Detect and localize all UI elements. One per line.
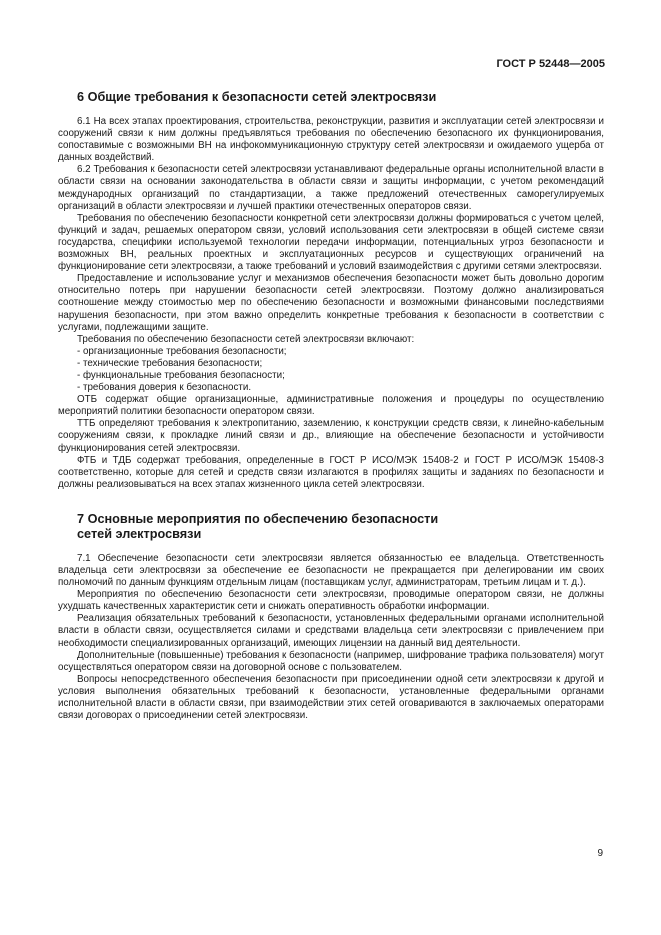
section-7-title <box>58 512 604 542</box>
standard-id: ГОСТ Р 52448—2005 <box>496 58 605 70</box>
section-7-title-line2: сетей электросвязи <box>77 526 202 541</box>
page-number: 9 <box>597 848 603 859</box>
list-item: - требования доверия к безопасности. <box>77 382 252 394</box>
paragraph-6-2: 6.2 Требования к безопасности сетей электросвязи устанавливают федеральные органы исполнительной власти в области связи на основании законодательства в области связи и защиты информации, с учетом рекомендаций международных организаций по стандартизации, а также предложений отечественных саморегулируемых организаций в области электросвязи и лучшей практики отечественных операторов связи. <box>58 164 604 212</box>
list-item: - технические требования безопасности; <box>77 357 263 369</box>
paragraph-7-1: 7.1 Обеспечение безопасности сети электросвязи является обязанностью ее владельца. Ответственность владельца сети электросвязи за обеспечение ее безопасности не прекращается при делегировании им своих полномочий по данным функциям отдельным лицам (поставщикам услуг, администраторам, третьим лицам и т. д.). <box>58 552 604 589</box>
paragraph: ФТБ и ТДБ содержат требования, определенные в ГОСТ Р ИСО/МЭК 15408-2 и ГОСТ Р ИСО/МЭК 15408-3 соответственно, которые для сетей и средств связи излагаются в профилях защиты и заданиях по безопасности и должны реализовываться на всех этапах жизненного цикла сетей электросвязи. <box>58 454 604 490</box>
paragraph: Вопросы непосредственного обеспечения безопасности при присоединении одной сети электросвязи к другой и условия выполнения обязательных требований к безопасности, установленные федеральными органами исполнительной власти в области связи, при взаимодействии этих сетей оговариваются в заключаемых операторами связи договорах о присоединении сетей электросвязи. <box>58 673 604 722</box>
paragraph: ТТБ определяют требования к электропитанию, заземлению, к конструкции средств связи, к линейно-кабельным сооружениям связи, к прокладке линий связи и др., влияющие на обеспечение безопасности и устойчивости функционирования сетей электросвязи. <box>58 418 604 454</box>
paragraph: Реализация обязательных требований к безопасности, установленных федеральными органами исполнительной власти в области связи, осуществляется силами и средствами владельца сети электросвязи с привлечением при необходимости специализированных организаций, имеющих лицензии на данный вид деятельности. <box>58 613 604 649</box>
section-6-title: 6 Общие требования к безопасности сетей электросвязи <box>77 90 437 104</box>
paragraph: Дополнительные (повышенные) требования к безопасности (например, шифрование трафика пользователя) могут осуществляться оператором связи на договорной основе с пользователем. <box>58 649 604 673</box>
paragraph: Требования по обеспечению безопасности сетей электросвязи включают: <box>77 333 415 345</box>
paragraph: Мероприятия по обеспечению безопасности сети электросвязи, проводимые оператором связи, не должны ухудшать качественных характеристик сети и снижать оперативность обработки информации. <box>58 589 604 613</box>
paragraph: Предоставление и использование услуг и механизмов обеспечения безопасности может быть довольно дорогим относительно потерь при нарушении безопасности сетей электросвязи. Поэтому должно анализироваться соотношение между стоимостью мер по обеспечению безопасности и возможными финансовыми последствиями нарушения безопасности, при этом важно определить конкретные требования к безопасности в соответствии с услугами, подлежащими защите. <box>58 273 604 333</box>
list-item: - функциональные требования безопасности; <box>77 369 285 381</box>
section-7-title-line1: 7 Основные мероприятия по обеспечению безопасности <box>77 511 439 526</box>
page-content <box>58 90 604 722</box>
paragraph-6-1: 6.1 На всех этапах проектирования, строительства, реконструкции, развития и эксплуатации сетей электросвязи и сооружений связи к ним должны предъявляться требования по обеспечению безопасного их функционирования, сопоставимые с возможными ВН на инфокоммуникационную структуру сетей электросвязи и ожидаемого ущерба от данных воздействий. <box>58 116 604 164</box>
paragraph: Требования по обеспечению безопасности конкретной сети электросвязи должны формироваться с учетом целей, функций и задач, решаемых оператором связи, условий использования сети электросвязи в общей системе связи государства, специфики используемой технологии передачи информации, потенциальных угроз безопасности и возможных ВН, реальных проектных и эксплуатационных ресурсов и существующих ограничений на функционирование сети электросвязи, а также требований и условий взаимодействия с другими сетями электросвязи. <box>58 212 604 273</box>
paragraph: ОТБ содержат общие организационные, административные положения и процедуры по осуществлению мероприятий политики безопасности оператором связи. <box>58 394 604 418</box>
list-item: - организационные требования безопасности; <box>77 345 287 357</box>
requirements-list <box>58 346 604 394</box>
